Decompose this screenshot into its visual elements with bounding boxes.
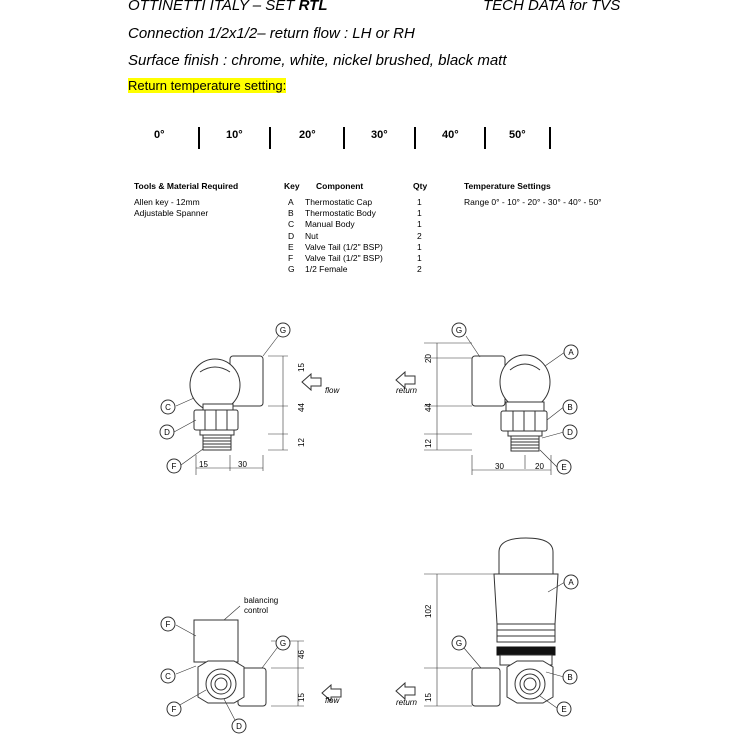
component-name: Valve Tail (1/2" BSP) [305, 253, 383, 264]
component-name: 1/2 Female [305, 264, 348, 275]
dim-text: 12 [297, 438, 306, 447]
scale-label: 40° [442, 129, 459, 141]
flow-label: flow [325, 386, 340, 395]
leader-f [176, 625, 196, 636]
component-key: A [288, 197, 294, 207]
dim-text: 15 [297, 363, 306, 372]
return-temp-label: Return temperature setting: [128, 78, 287, 93]
callout-text: C [165, 403, 171, 412]
component-key: B [288, 208, 294, 219]
leader-c [176, 398, 194, 406]
dim-ext-lines [268, 356, 288, 450]
arrow-left-icon [396, 683, 415, 699]
thermostatic-cap [494, 574, 558, 624]
flow-arrow-2 [322, 685, 341, 705]
balancing-label: balancing [244, 596, 279, 605]
leader-d [174, 420, 196, 432]
set-prefix: – SET [252, 0, 295, 14]
leader-g [466, 336, 480, 357]
dim-text: 102 [424, 604, 433, 618]
callout-text: B [567, 673, 573, 682]
black-ring [497, 647, 555, 655]
callout-text: D [164, 428, 170, 437]
collar [200, 430, 234, 435]
tail-thread [203, 435, 231, 450]
tools-heading: Tools & Material Required [134, 181, 239, 191]
tech-data-title: TECH DATA for TVS [483, 0, 621, 14]
scale-label: 30° [371, 129, 388, 141]
return-arrow [396, 372, 417, 395]
dim-text: 20 [424, 354, 433, 363]
dim-text: 12 [424, 439, 433, 448]
component-key: D [288, 230, 295, 241]
scale-ring [497, 630, 555, 636]
callout-text: G [455, 326, 463, 335]
return-label: return [396, 386, 417, 395]
lh-valve-front [171, 331, 288, 475]
callout-text: D [236, 722, 242, 731]
lh-valve-plan [176, 606, 304, 722]
dim-text: 15 [424, 693, 433, 702]
component-qty: 1 [417, 241, 422, 252]
female-body [472, 668, 500, 706]
scale-ring [497, 624, 555, 630]
flow-arrow [302, 374, 340, 395]
finish-line: Surface finish : chrome, white, nickel brushed, black matt [128, 52, 507, 69]
dim-text: 30 [238, 460, 247, 469]
cap-top [499, 538, 553, 574]
callout-text: C [165, 672, 171, 681]
component-qty: 2 [417, 230, 422, 241]
callout-text: E [561, 705, 567, 714]
component-qty: 1 [417, 197, 422, 207]
temperature-heading: Temperature Settings [464, 181, 551, 191]
callout-text: B [567, 403, 573, 412]
scale-label: 0° [154, 129, 165, 141]
scale-label: 50° [509, 129, 526, 141]
connection-line: Connection 1/2x1/2– return flow : LH or RH [128, 25, 415, 42]
dim-text: 15 [297, 693, 306, 702]
callout-text: F [171, 462, 177, 471]
neck [506, 402, 544, 411]
leader-b [547, 406, 565, 420]
component-qty: 1 [417, 208, 422, 219]
component-name: Manual Body [305, 219, 355, 230]
manual-body-top [194, 620, 238, 662]
leader-c [176, 666, 196, 674]
leader-d [542, 432, 564, 438]
component-name: Valve Tail (1/2" BSP) [305, 241, 383, 252]
rh-valve-front [424, 336, 565, 475]
callout-text: G [279, 639, 287, 648]
callout-text: F [165, 620, 171, 629]
arrow-left-icon [302, 374, 321, 390]
tool-item: Adjustable Spanner [134, 208, 209, 219]
dim-text: 30 [495, 462, 504, 471]
callout-text: A [568, 578, 574, 587]
component-key: E [288, 241, 294, 252]
component-qty: 1 [417, 253, 422, 264]
dim-text: 15 [199, 460, 208, 469]
brand-name: OTTINETTI ITALY [128, 0, 249, 14]
key-heading: Key [284, 181, 300, 191]
callout-text: D [567, 428, 573, 437]
dim-text: 44 [297, 403, 306, 412]
callout-text: G [455, 639, 463, 648]
flow-label: flow [325, 696, 340, 705]
set-code: RTL [298, 0, 328, 14]
tail-thread [511, 436, 539, 451]
leader-g [464, 648, 481, 668]
collar [508, 431, 542, 436]
thermostatic-dome [500, 355, 550, 409]
component-name: Nut [305, 230, 319, 241]
component-name: Thermostatic Cap [305, 197, 373, 207]
dim-text: 44 [424, 403, 433, 412]
component-key: C [288, 219, 295, 230]
rh-valve-side [424, 538, 565, 708]
callout-text: F [171, 705, 177, 714]
return-arrow-2 [396, 683, 417, 707]
scale-label: 20° [299, 129, 316, 141]
component-key: F [288, 253, 294, 264]
tool-item: Allen key - 12mm [134, 197, 200, 207]
temperature-range: Range 0° - 10° - 20° - 30° - 40° - 50° [464, 197, 602, 207]
callout-text: A [568, 348, 574, 357]
dim-text: 46 [297, 650, 306, 659]
control-label: control [244, 606, 269, 615]
component-qty: 2 [417, 264, 422, 275]
callout-text: E [561, 463, 567, 472]
leader-balancing [224, 606, 240, 620]
component-qty: 1 [417, 219, 422, 230]
component-name: Thermostatic Body [305, 208, 376, 219]
leader-a [545, 352, 565, 366]
dim-text: 20 [535, 462, 544, 471]
component-heading: Component [316, 181, 364, 191]
qty-heading: Qty [413, 181, 428, 191]
neck [203, 404, 233, 410]
callout-text: G [279, 326, 287, 335]
scale-label: 10° [226, 129, 243, 141]
scale-ring [497, 636, 555, 642]
return-label: return [396, 698, 417, 707]
component-key: G [288, 264, 295, 275]
